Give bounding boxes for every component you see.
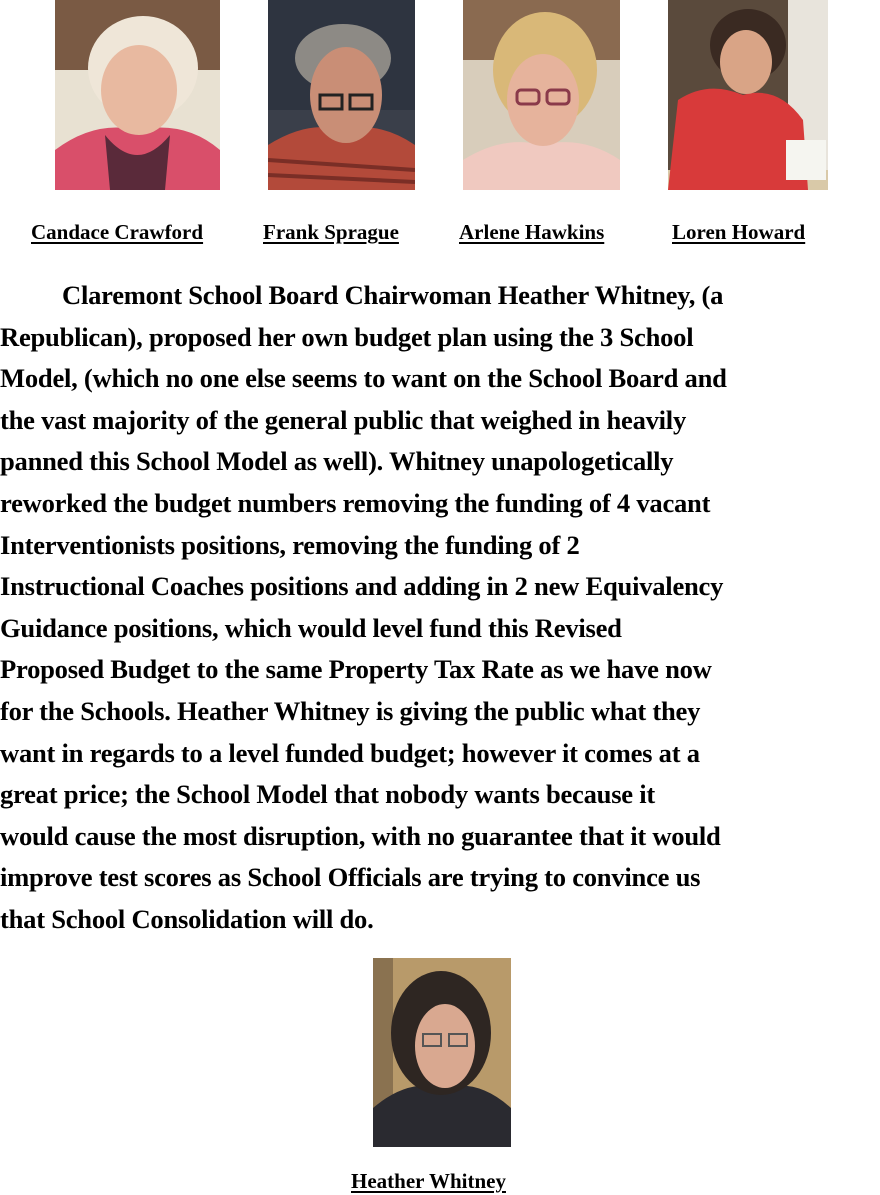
article-line: the vast majority of the general public that weighed in heavily xyxy=(0,404,686,435)
article-line: Instructional Coaches positions and adding in 2 new Equivalency xyxy=(0,571,724,602)
article-paragraph xyxy=(0,275,880,941)
article-line: Interventionists positions, removing the funding of 2 xyxy=(0,529,580,560)
article-line: great price; the School Model that nobody wants because it xyxy=(0,779,655,810)
portrait-loren-howard xyxy=(668,0,828,190)
article-line: Model, (which no one else seems to want on the School Board and xyxy=(0,363,727,394)
article-line: that School Consolidation will do. xyxy=(0,903,374,934)
portrait-arlene-hawkins xyxy=(463,0,620,190)
caption-loren-howard: Loren Howard xyxy=(672,220,806,244)
caption-heather-whitney: Heather Whitney xyxy=(351,1169,506,1193)
portrait-heather-whitney xyxy=(373,958,511,1147)
article-line: for the Schools. Heather Whitney is giving the public what they xyxy=(0,695,701,726)
article-line: panned this School Model as well). Whitney unapologetically xyxy=(0,446,674,477)
article-line: Claremont School Board Chairwoman Heather Whitney, (a xyxy=(62,280,724,310)
article-line: improve test scores as School Officials are trying to convince us xyxy=(0,862,701,893)
article-line: Proposed Budget to the same Property Tax Rate as we have now xyxy=(0,654,712,685)
caption-candace-crawford: Candace Crawford xyxy=(31,220,204,244)
article-line: want in regards to a level funded budget; however it comes at a xyxy=(0,737,700,768)
article-line: Republican), proposed her own budget plan using the 3 School xyxy=(0,321,694,352)
article-line: reworked the budget numbers removing the funding of 4 vacant xyxy=(0,487,711,518)
article-line: Guidance positions, which would level fund this Revised xyxy=(0,612,622,643)
caption-arlene-hawkins: Arlene Hawkins xyxy=(459,220,605,244)
caption-frank-sprague: Frank Sprague xyxy=(263,220,399,244)
portrait-candace-crawford xyxy=(55,0,220,190)
article-line: would cause the most disruption, with no guarantee that it would xyxy=(0,820,721,851)
portrait-frank-sprague xyxy=(268,0,415,190)
